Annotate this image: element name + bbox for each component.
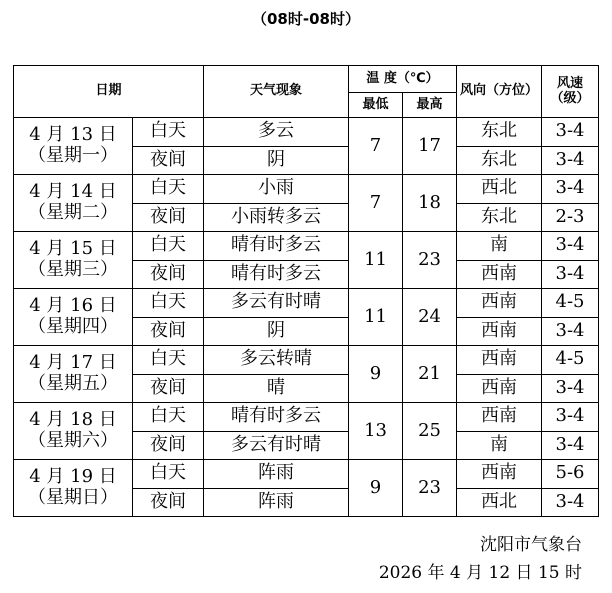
wind-direction-cell: 西南 <box>457 289 542 318</box>
table-row <box>14 346 599 375</box>
period-cell: 夜间 <box>133 203 204 232</box>
header-weather: 天气现象 <box>204 66 349 118</box>
weather-cell: 小雨 <box>204 175 349 204</box>
weekday-label: （星期三） <box>28 259 118 280</box>
table-row <box>14 118 599 147</box>
date-cell <box>14 118 133 175</box>
date-label: 4 月 19 日 <box>29 466 117 488</box>
weekday-label: （星期日） <box>28 487 118 508</box>
date-label: 4 月 16 日 <box>29 295 117 317</box>
weekday-label: （星期四） <box>28 316 118 337</box>
date-cell <box>14 175 133 232</box>
wind-speed-cell: 3-4 <box>542 232 599 261</box>
min-temp-cell: 11 <box>349 232 403 289</box>
wind-speed-cell: 3-4 <box>542 118 599 147</box>
table-row <box>14 289 599 318</box>
weather-cell: 多云有时晴 <box>204 289 349 318</box>
max-temp-cell: 18 <box>403 175 457 232</box>
period-cell: 夜间 <box>133 317 204 346</box>
weather-cell: 晴有时多云 <box>204 232 349 261</box>
wind-direction-cell: 西南 <box>457 317 542 346</box>
wind-direction-cell: 南 <box>457 431 542 460</box>
wind-speed-cell: 3-4 <box>542 260 599 289</box>
date-label: 4 月 17 日 <box>29 352 117 374</box>
min-temp-cell: 7 <box>349 118 403 175</box>
weather-cell: 晴有时多云 <box>204 260 349 289</box>
wind-speed-cell: 3-4 <box>542 374 599 403</box>
weather-cell: 晴 <box>204 374 349 403</box>
wind-direction-cell: 西南 <box>457 260 542 289</box>
weather-cell: 多云转晴 <box>204 346 349 375</box>
min-temp-cell: 9 <box>349 460 403 517</box>
table-row <box>14 175 599 204</box>
weather-cell: 多云 <box>204 118 349 147</box>
max-temp-cell: 24 <box>403 289 457 346</box>
min-temp-cell: 9 <box>349 346 403 403</box>
weather-cell: 晴有时多云 <box>204 403 349 432</box>
header-date: 日期 <box>14 66 204 118</box>
period-cell: 夜间 <box>133 431 204 460</box>
header-wind-direction: 风向（方位） <box>457 66 542 118</box>
period-cell: 白天 <box>133 175 204 204</box>
weather-cell: 阵雨 <box>204 460 349 489</box>
weekday-label: （星期一） <box>28 145 118 166</box>
wind-speed-cell: 4-5 <box>542 346 599 375</box>
wind-direction-cell: 西南 <box>457 374 542 403</box>
period-cell: 白天 <box>133 289 204 318</box>
date-cell <box>14 232 133 289</box>
wind-speed-cell: 3-4 <box>542 146 599 175</box>
weather-cell: 阵雨 <box>204 488 349 517</box>
max-temp-cell: 23 <box>403 460 457 517</box>
min-temp-cell: 7 <box>349 175 403 232</box>
weather-cell: 阴 <box>204 317 349 346</box>
period-cell: 白天 <box>133 346 204 375</box>
period-cell: 白天 <box>133 232 204 261</box>
page-subtitle: （08时-08时） <box>252 10 360 28</box>
date-label: 4 月 13 日 <box>29 124 117 146</box>
weather-cell: 多云有时晴 <box>204 431 349 460</box>
wind-speed-cell: 3-4 <box>542 403 599 432</box>
date-label: 4 月 18 日 <box>29 409 117 431</box>
weekday-label: （星期二） <box>28 202 118 223</box>
weekday-label: （星期六） <box>28 430 118 451</box>
header-max-temp: 最高 <box>403 93 457 118</box>
table-row <box>14 232 599 261</box>
weekday-label: （星期五） <box>28 373 118 394</box>
header-wind-speed: 风速（级） <box>542 66 599 118</box>
wind-speed-cell: 2-3 <box>542 203 599 232</box>
max-temp-cell: 23 <box>403 232 457 289</box>
wind-speed-cell: 5-6 <box>542 460 599 489</box>
weather-cell: 阴 <box>204 146 349 175</box>
wind-speed-cell: 3-4 <box>542 175 599 204</box>
min-temp-cell: 13 <box>349 403 403 460</box>
date-cell <box>14 346 133 403</box>
wind-direction-cell: 东北 <box>457 203 542 232</box>
date-cell <box>14 289 133 346</box>
period-cell: 白天 <box>133 403 204 432</box>
table-row <box>14 403 599 432</box>
wind-speed-cell: 3-4 <box>542 488 599 517</box>
forecast-table <box>13 65 599 517</box>
wind-direction-cell: 西北 <box>457 175 542 204</box>
period-cell: 夜间 <box>133 374 204 403</box>
header-min-temp: 最低 <box>349 93 403 118</box>
wind-direction-cell: 东北 <box>457 146 542 175</box>
date-cell <box>14 403 133 460</box>
max-temp-cell: 17 <box>403 118 457 175</box>
weather-cell: 小雨转多云 <box>204 203 349 232</box>
wind-speed-cell: 4-5 <box>542 289 599 318</box>
wind-direction-cell: 东北 <box>457 118 542 147</box>
issued-time-label: 2026 年 4 月 12 日 15 时 <box>378 563 582 583</box>
wind-direction-cell: 西北 <box>457 488 542 517</box>
wind-direction-cell: 西南 <box>457 460 542 489</box>
period-cell: 白天 <box>133 460 204 489</box>
date-label: 4 月 14 日 <box>29 181 117 203</box>
date-cell <box>14 460 133 517</box>
max-temp-cell: 25 <box>403 403 457 460</box>
wind-direction-cell: 西南 <box>457 346 542 375</box>
period-cell: 夜间 <box>133 488 204 517</box>
wind-speed-cell: 3-4 <box>542 431 599 460</box>
period-cell: 白天 <box>133 118 204 147</box>
wind-speed-cell: 3-4 <box>542 317 599 346</box>
issuer-label: 沈阳市气象台 <box>480 535 582 555</box>
wind-direction-cell: 西南 <box>457 403 542 432</box>
table-row <box>14 460 599 489</box>
date-label: 4 月 15 日 <box>29 238 117 260</box>
wind-direction-cell: 南 <box>457 232 542 261</box>
header-temperature: 温 度（℃） <box>349 66 457 93</box>
min-temp-cell: 11 <box>349 289 403 346</box>
period-cell: 夜间 <box>133 146 204 175</box>
period-cell: 夜间 <box>133 260 204 289</box>
max-temp-cell: 21 <box>403 346 457 403</box>
